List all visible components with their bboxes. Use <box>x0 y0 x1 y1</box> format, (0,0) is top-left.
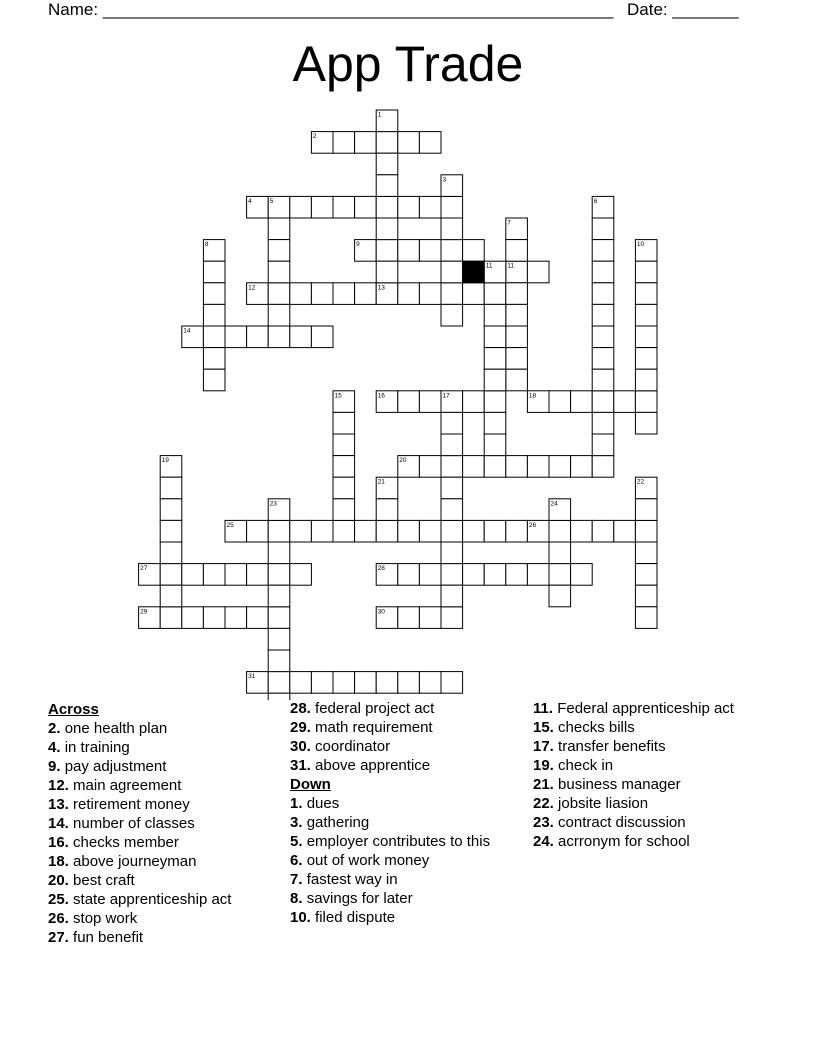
grid-cell[interactable] <box>290 672 312 694</box>
grid-cell[interactable] <box>635 585 657 607</box>
across-clue: 2. one health plan <box>48 720 168 737</box>
grid-cell[interactable] <box>160 499 182 521</box>
grid-cell[interactable] <box>592 261 614 283</box>
grid-cell[interactable] <box>355 672 377 694</box>
grid-cell[interactable] <box>419 196 441 218</box>
across-heading: Across <box>48 701 99 718</box>
grid-cell[interactable] <box>441 240 463 262</box>
grid-cell[interactable] <box>527 456 549 478</box>
grid-cell[interactable] <box>203 304 225 326</box>
down-clue: 17. transfer benefits <box>533 738 666 755</box>
grid-cell[interactable] <box>333 283 355 305</box>
grid-cell[interactable] <box>441 283 463 305</box>
date-field-line: Date: _______ <box>627 0 739 19</box>
grid-cell[interactable] <box>614 391 636 413</box>
cell-number: 8 <box>204 241 209 249</box>
grid-cell[interactable] <box>225 564 247 586</box>
grid-cell[interactable] <box>506 240 528 262</box>
across-clue: 29. math requirement <box>290 719 433 736</box>
grid-cell[interactable] <box>463 564 485 586</box>
grid-cell[interactable] <box>506 304 528 326</box>
grid-cell[interactable] <box>268 672 290 694</box>
grid-cell[interactable] <box>376 499 398 521</box>
grid-cell[interactable] <box>247 564 269 586</box>
grid-cell[interactable] <box>182 564 204 586</box>
grid-cell[interactable] <box>268 520 290 542</box>
grid-cell[interactable] <box>484 434 506 456</box>
grid-cell[interactable] <box>571 391 593 413</box>
grid-cell[interactable] <box>398 520 420 542</box>
grid-cell[interactable] <box>247 520 269 542</box>
grid-cell[interactable] <box>419 132 441 154</box>
grid-cell[interactable] <box>635 304 657 326</box>
puzzle-title: App Trade <box>292 36 524 92</box>
grid-cell[interactable] <box>398 391 420 413</box>
cell-number: 10 <box>636 241 645 249</box>
grid-cell[interactable] <box>484 283 506 305</box>
grid-cell[interactable] <box>160 520 182 542</box>
grid-cell[interactable] <box>398 607 420 629</box>
grid-cell[interactable] <box>160 477 182 499</box>
down-clue: 10. filed dispute <box>290 909 396 926</box>
grid-cell[interactable] <box>635 326 657 348</box>
down-clue: 23. contract discussion <box>533 814 686 831</box>
grid-cell[interactable] <box>268 585 290 607</box>
grid-cell[interactable] <box>592 412 614 434</box>
cell-number: 29 <box>140 608 148 616</box>
across-clue: 20. best craft <box>48 872 135 889</box>
grid-cell[interactable] <box>441 585 463 607</box>
grid-cell[interactable] <box>160 564 182 586</box>
grid-cell[interactable] <box>203 348 225 370</box>
grid-cell[interactable] <box>506 369 528 391</box>
grid-cell[interactable] <box>398 196 420 218</box>
grid-cell[interactable] <box>441 261 463 283</box>
grid-cell[interactable] <box>527 261 549 283</box>
grid-cell[interactable] <box>290 520 312 542</box>
grid-cell[interactable] <box>571 456 593 478</box>
grid-cell[interactable] <box>635 283 657 305</box>
cell-number: 18 <box>528 392 537 400</box>
grid-cell[interactable] <box>463 520 485 542</box>
grid-cell[interactable] <box>333 412 355 434</box>
grid-cell[interactable] <box>419 672 441 694</box>
grid-cell[interactable] <box>355 196 377 218</box>
grid-cell[interactable] <box>225 326 247 348</box>
grid-cell[interactable] <box>160 542 182 564</box>
grid-cell[interactable] <box>290 283 312 305</box>
grid-cell[interactable] <box>484 348 506 370</box>
cell-number: 14 <box>183 327 191 335</box>
grid-cell[interactable] <box>203 261 225 283</box>
grid-cell[interactable] <box>441 456 463 478</box>
grid-cell[interactable] <box>419 283 441 305</box>
grid-cell[interactable] <box>419 520 441 542</box>
grid-cell[interactable] <box>635 412 657 434</box>
grid-cell[interactable] <box>484 304 506 326</box>
clue-column-3 <box>533 700 768 852</box>
grid-cell[interactable] <box>268 542 290 564</box>
across-clue: 25. state apprenticeship act <box>48 891 232 908</box>
grid-cell[interactable] <box>203 564 225 586</box>
grid-cell[interactable] <box>635 391 657 413</box>
grid-cell[interactable] <box>635 369 657 391</box>
grid-cell[interactable] <box>311 326 333 348</box>
grid-cell[interactable] <box>398 672 420 694</box>
grid-cell[interactable] <box>203 326 225 348</box>
grid-cell[interactable] <box>376 261 398 283</box>
grid-cell[interactable] <box>635 564 657 586</box>
across-clue: 16. checks member <box>48 834 179 851</box>
cell-number: 13 <box>377 284 385 292</box>
name-field-line: Name: ______________________________________________________ <box>48 0 614 19</box>
grid-cell[interactable] <box>484 456 506 478</box>
grid-cell[interactable] <box>419 564 441 586</box>
grid-cell[interactable] <box>419 391 441 413</box>
down-clue: 21. business manager <box>533 776 681 793</box>
grid-cell[interactable] <box>355 132 377 154</box>
grid-cell[interactable] <box>635 261 657 283</box>
cell-number: 30 <box>377 608 385 616</box>
cell-number: 11 <box>485 262 493 270</box>
grid-cell[interactable] <box>376 196 398 218</box>
cell-number: 17 <box>442 392 450 400</box>
grid-cell[interactable] <box>441 477 463 499</box>
clue-column-2 <box>290 700 525 928</box>
grid-cell[interactable] <box>441 564 463 586</box>
grid-cell[interactable] <box>635 499 657 521</box>
down-clue: 22. jobsite liasion <box>533 795 649 812</box>
grid-cell[interactable] <box>441 196 463 218</box>
grid-cell[interactable] <box>441 412 463 434</box>
grid-cell[interactable] <box>376 240 398 262</box>
grid-cell[interactable] <box>592 218 614 240</box>
grid-cell[interactable] <box>333 434 355 456</box>
grid-cell[interactable] <box>268 304 290 326</box>
cell-number: 21 <box>377 478 385 486</box>
grid-cell[interactable] <box>506 456 528 478</box>
grid-cell[interactable] <box>592 326 614 348</box>
cell-number: 6 <box>593 197 598 205</box>
cell-number: 15 <box>334 392 342 400</box>
grid-cell[interactable] <box>268 218 290 240</box>
cell-number: 25 <box>226 521 234 529</box>
grid-cell[interactable] <box>203 369 225 391</box>
clue-column-1 <box>48 700 283 948</box>
grid-cell[interactable] <box>419 240 441 262</box>
cell-number: 5 <box>269 197 274 205</box>
grid-cell[interactable] <box>506 348 528 370</box>
grid-cell[interactable] <box>549 585 571 607</box>
down-clue: 3. gathering <box>290 814 370 831</box>
cell-number: 2 <box>312 133 317 141</box>
grid-cell[interactable] <box>484 326 506 348</box>
grid-cell[interactable] <box>311 283 333 305</box>
grid-cell[interactable] <box>290 564 312 586</box>
down-clue: 19. check in <box>533 757 614 774</box>
grid-cell[interactable] <box>268 283 290 305</box>
across-clue: 14. number of classes <box>48 815 195 832</box>
grid-cell[interactable] <box>311 672 333 694</box>
grid-cell[interactable] <box>592 391 614 413</box>
grid-cell[interactable] <box>441 607 463 629</box>
grid-cell[interactable] <box>635 348 657 370</box>
grid-cell[interactable] <box>311 520 333 542</box>
grid-cell[interactable] <box>182 607 204 629</box>
grid-cell[interactable] <box>506 283 528 305</box>
grid-cell[interactable] <box>463 391 485 413</box>
down-clue: 15. checks bills <box>533 719 635 736</box>
grid-cell[interactable] <box>376 132 398 154</box>
grid-cell[interactable] <box>333 499 355 521</box>
grid-cell[interactable] <box>592 369 614 391</box>
grid-cell[interactable] <box>225 607 247 629</box>
cell-number: 4 <box>248 197 252 205</box>
grid-cell[interactable] <box>398 240 420 262</box>
down-clue: 24. acrronym for school <box>533 833 690 850</box>
cell-number: 28 <box>377 565 385 573</box>
grid-cell[interactable] <box>441 542 463 564</box>
grid-cell[interactable] <box>635 607 657 629</box>
cell-number: 19 <box>161 457 169 465</box>
across-clue: 9. pay adjustment <box>48 758 167 775</box>
grid-cell[interactable] <box>592 456 614 478</box>
grid-cell[interactable] <box>268 693 290 700</box>
grid-cell[interactable] <box>376 153 398 175</box>
grid-cell[interactable] <box>635 520 657 542</box>
grid-cell[interactable] <box>376 175 398 197</box>
grid-cell[interactable] <box>441 672 463 694</box>
grid-cell[interactable] <box>355 520 377 542</box>
grid-cell[interactable] <box>355 283 377 305</box>
grid-cell[interactable] <box>376 672 398 694</box>
grid-cell[interactable] <box>333 456 355 478</box>
grid-cell[interactable] <box>268 650 290 672</box>
grid-cell[interactable] <box>549 542 571 564</box>
across-clue: 13. retirement money <box>48 796 190 813</box>
grid-cell[interactable] <box>571 520 593 542</box>
grid-cell[interactable] <box>247 326 269 348</box>
grid-cell[interactable] <box>203 607 225 629</box>
black-cell <box>463 261 485 283</box>
cell-number: 11 <box>507 262 515 270</box>
cell-number: 12 <box>248 284 256 292</box>
grid-cell[interactable] <box>549 456 571 478</box>
across-clue: 30. coordinator <box>290 738 391 755</box>
grid-cell[interactable] <box>592 240 614 262</box>
across-clue: 26. stop work <box>48 910 138 927</box>
grid-cell[interactable] <box>376 520 398 542</box>
grid-cell[interactable] <box>398 132 420 154</box>
cell-number: 16 <box>377 392 385 400</box>
grid-cell[interactable] <box>268 240 290 262</box>
grid-cell[interactable] <box>549 564 571 586</box>
cell-number: 24 <box>550 500 558 508</box>
grid-cell[interactable] <box>614 520 636 542</box>
grid-cell[interactable] <box>506 520 528 542</box>
grid-cell[interactable] <box>506 564 528 586</box>
across-clue: 28. federal project act <box>290 700 435 717</box>
grid-cell[interactable] <box>635 542 657 564</box>
cell-number: 23 <box>269 500 277 508</box>
grid-cell[interactable] <box>311 196 333 218</box>
grid-cell[interactable] <box>441 434 463 456</box>
grid-cell[interactable] <box>160 607 182 629</box>
grid-cell[interactable] <box>484 369 506 391</box>
grid-cell[interactable] <box>506 326 528 348</box>
down-clue: 11. Federal apprenticeship act <box>533 700 734 717</box>
down-heading: Down <box>290 776 331 793</box>
down-clue: 5. employer contributes to this <box>290 833 491 850</box>
grid-cell[interactable] <box>333 520 355 542</box>
grid-cell[interactable] <box>527 564 549 586</box>
grid-cell[interactable] <box>463 283 485 305</box>
cell-number: 1 <box>377 111 382 119</box>
grid-cell[interactable] <box>592 434 614 456</box>
down-clue: 7. fastest way in <box>290 871 398 888</box>
down-clue: 6. out of work money <box>290 852 430 869</box>
grid-cell[interactable] <box>290 196 312 218</box>
cell-number: 22 <box>636 478 645 486</box>
grid-cell[interactable] <box>333 196 355 218</box>
grid-cell[interactable] <box>398 564 420 586</box>
cell-number: 20 <box>399 457 407 465</box>
grid-cell[interactable] <box>333 132 355 154</box>
cell-number: 3 <box>442 176 447 184</box>
grid-cell[interactable] <box>441 520 463 542</box>
across-clue: 31. above apprentice <box>290 757 431 774</box>
grid-cell[interactable] <box>398 283 420 305</box>
grid-cell[interactable] <box>419 607 441 629</box>
grid-cell[interactable] <box>571 564 593 586</box>
grid-cell[interactable] <box>592 283 614 305</box>
grid-cell[interactable] <box>419 456 441 478</box>
down-clue: 8. savings for later <box>290 890 413 907</box>
across-clue: 27. fun benefit <box>48 929 144 946</box>
grid-cell[interactable] <box>333 477 355 499</box>
cell-number: 9 <box>356 241 360 249</box>
grid-cell[interactable] <box>549 520 571 542</box>
grid-cell[interactable] <box>247 607 269 629</box>
grid-cell[interactable] <box>484 564 506 586</box>
grid-cell[interactable] <box>268 628 290 650</box>
grid-cell[interactable] <box>441 304 463 326</box>
grid-cell[interactable] <box>290 326 312 348</box>
grid-cell[interactable] <box>376 218 398 240</box>
grid-cell[interactable] <box>592 304 614 326</box>
cell-number: 26 <box>528 521 537 529</box>
across-clue: 12. main agreement <box>48 777 182 794</box>
grid-cell[interactable] <box>549 391 571 413</box>
down-clue: 1. dues <box>290 795 340 812</box>
grid-cell[interactable] <box>592 520 614 542</box>
cell-number: 7 <box>507 219 511 227</box>
grid-cell[interactable] <box>268 564 290 586</box>
grid-cell[interactable] <box>160 585 182 607</box>
grid-cell[interactable] <box>333 672 355 694</box>
grid-cell[interactable] <box>268 261 290 283</box>
grid-cell[interactable] <box>268 607 290 629</box>
grid-cell[interactable] <box>463 456 485 478</box>
grid-cell[interactable] <box>592 348 614 370</box>
grid-cell[interactable] <box>484 412 506 434</box>
grid-cell[interactable] <box>268 326 290 348</box>
across-clue: 18. above journeyman <box>48 853 197 870</box>
grid-cell[interactable] <box>484 520 506 542</box>
grid-cell[interactable] <box>441 499 463 521</box>
grid-cell[interactable] <box>484 391 506 413</box>
across-clue: 4. in training <box>48 739 130 756</box>
grid-cell[interactable] <box>463 240 485 262</box>
grid-cell[interactable] <box>203 283 225 305</box>
cell-number: 27 <box>140 565 148 573</box>
cell-number: 31 <box>248 673 256 681</box>
grid-cell[interactable] <box>441 218 463 240</box>
